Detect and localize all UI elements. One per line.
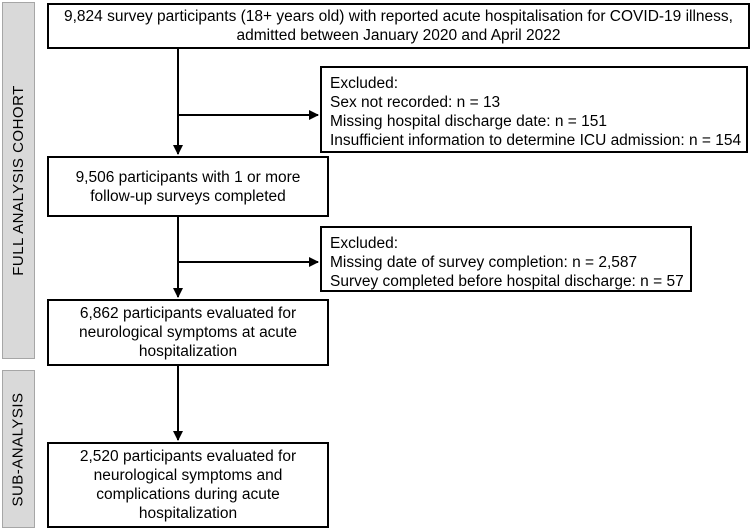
- exclusion-box-1: [320, 66, 748, 153]
- sub-analysis-label: SUB-ANALYSIS: [10, 391, 27, 507]
- exclusion-1-heading: Excluded:: [330, 75, 399, 92]
- sub-line-2: neurological symptoms and: [93, 467, 283, 484]
- sub-line-1: 2,520 participants evaluated for: [79, 448, 297, 465]
- followup-line-1: 9,506 participants with 1 or more: [75, 168, 301, 186]
- exclusion-1-item: Missing hospital discharge date: n = 151: [330, 113, 608, 130]
- exclusion-1-item: Insufficient information to determine ICU admission: n = 154: [330, 132, 742, 149]
- evaluated-line-3: hospitalization: [138, 343, 238, 360]
- full-analysis-cohort-label: FULL ANALYSIS COHORT: [10, 85, 28, 276]
- initial-line-2: admitted between January 2020 and April 2022: [236, 27, 561, 44]
- followup-line-2: follow-up surveys completed: [90, 187, 286, 205]
- initial-participants-box: [47, 3, 750, 49]
- followup-box: [47, 156, 329, 217]
- exclusion-2-heading: Excluded:: [330, 235, 399, 252]
- initial-line-1: 9,824 survey participants (18+ years old) with reported acute hospitalisation for COVID-19 illness,: [64, 8, 733, 25]
- exclusion-box-2: [320, 226, 692, 292]
- evaluated-line-2: neurological symptoms at acute: [79, 324, 297, 341]
- evaluated-line-1: 6,862 participants evaluated for: [79, 305, 297, 322]
- sub-analysis-box: [47, 442, 329, 528]
- sub-line-4: hospitalization: [138, 505, 238, 522]
- evaluated-box: [47, 299, 329, 366]
- sub-line-3: complications during acute: [96, 486, 280, 503]
- exclusion-2-item: Survey completed before hospital discharge: n = 57: [330, 273, 684, 290]
- exclusion-1-item: Sex not recorded: n = 13: [330, 94, 501, 111]
- exclusion-2-item: Missing date of survey completion: n = 2,587: [330, 254, 638, 271]
